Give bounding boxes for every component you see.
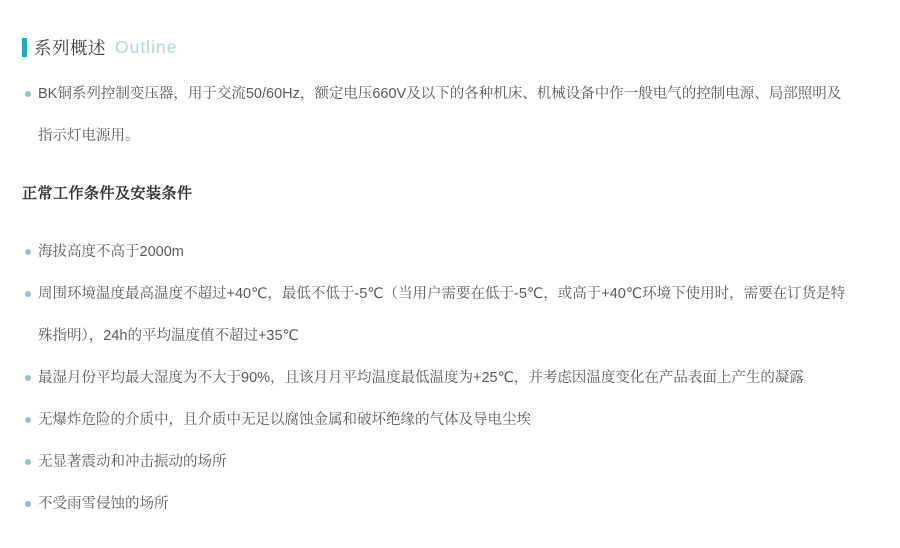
text-line: 指示灯电源用。 [38, 128, 140, 144]
text-line: 无显著震动和冲击振动的场所 [38, 454, 227, 470]
text-line: 不受雨雪侵蚀的场所 [38, 496, 169, 512]
section-heading [22, 36, 870, 58]
list-item [22, 73, 870, 157]
intro-list [22, 73, 870, 157]
list-item [22, 273, 870, 357]
bullet-dot-icon [25, 459, 31, 465]
section-title-zh: 系列概述 [34, 37, 106, 58]
subheading: 正常工作条件及安装条件 [22, 185, 193, 202]
list-item [22, 357, 870, 399]
text-line: 殊指明），24h的平均温度值不超过+35℃ [38, 328, 299, 344]
conditions-list [22, 231, 870, 525]
bullet-dot-icon [25, 249, 31, 255]
bullet-dot-icon [25, 291, 31, 297]
list-item-text [38, 441, 870, 483]
list-item [22, 483, 870, 525]
list-item-text [38, 399, 870, 441]
bullet-dot-icon [25, 501, 31, 507]
text-line: BK铜系列控制变压器，用于交流50/60Hz，额定电压660V及以下的各种机床、机械设备中作一般电气的控制电源、局部照明及 [38, 86, 842, 102]
bullet-dot-icon [25, 91, 31, 97]
text-line: 无爆炸危险的介质中，且介质中无足以腐蚀金属和破坏绝缘的气体及导电尘埃 [38, 412, 531, 428]
list-item-text [38, 231, 870, 273]
accent-bar-icon [22, 38, 27, 57]
list-item [22, 441, 870, 483]
section-title-en: Outline [115, 36, 178, 57]
text-line: 海拔高度不高于2000m [38, 244, 184, 260]
list-item [22, 231, 870, 273]
bullet-dot-icon [25, 375, 31, 381]
bullet-dot-icon [25, 417, 31, 423]
list-item [22, 399, 870, 441]
text-line: 最湿月份平均最大湿度为不大于90%，且该月月平均温度最低温度为+25℃，并考虑因温度变化在产品表面上产生的凝露 [38, 370, 804, 386]
list-item-text [38, 483, 870, 525]
text-line: 周围环境温度最高温度不超过+40℃，最低不低于-5℃（当用户需要在低于-5℃，或高于+40℃环境下使用时，需要在订货是特 [38, 286, 846, 302]
list-item-text [38, 73, 870, 157]
list-item-text [38, 357, 870, 399]
list-item-text [38, 273, 870, 357]
